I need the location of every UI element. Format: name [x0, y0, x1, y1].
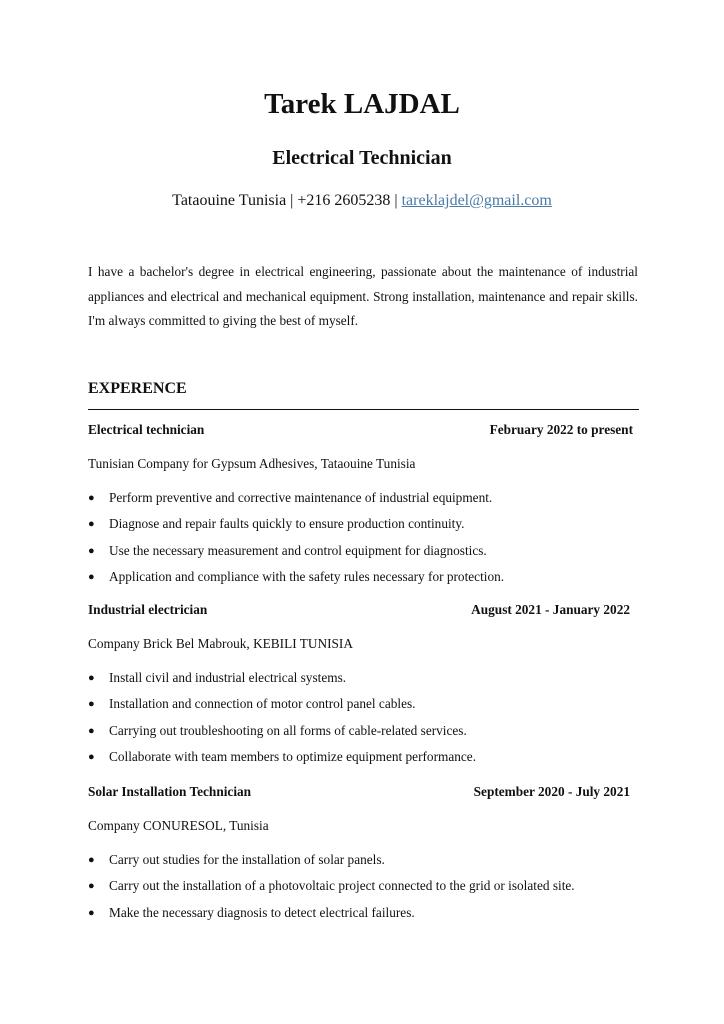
list-item [88, 876, 633, 896]
duty-text: Install civil and industrial electrical systems. [109, 670, 347, 685]
bullet-icon: ● [88, 880, 95, 893]
job-entry [88, 420, 633, 593]
bullet-icon: ● [88, 698, 95, 711]
company-name: Company CONURESOL, Tunisia [88, 818, 269, 833]
job-entry [88, 782, 633, 929]
list-item [88, 694, 633, 714]
list-item [88, 903, 633, 923]
company-name: Company Brick Bel Mabrouk, KEBILI TUNISIA [88, 636, 353, 651]
duty-text: Installation and connection of motor control panel cables. [109, 696, 416, 712]
candidate-name: Tarek LAJDAL [264, 88, 460, 120]
bullet-icon: ● [88, 724, 95, 737]
duty-list [88, 668, 633, 767]
job-dates: August 2021 - January 2022 [471, 602, 630, 617]
duty-text: Diagnose and repair faults quickly to ensure production continuity. [109, 516, 465, 532]
bullet-icon: ● [88, 518, 95, 531]
duty-text: Perform preventive and corrective maintenance of industrial equipment. [109, 490, 493, 505]
company-name: Tunisian Company for Gypsum Adhesives, Tataouine Tunisia [88, 456, 416, 471]
duty-text: Make the necessary diagnosis to detect electrical failures. [109, 904, 415, 920]
bullet-icon: ● [88, 854, 95, 866]
list-item [88, 668, 633, 688]
duty-text: Use the necessary measurement and control equipment for diagnostics. [109, 542, 487, 558]
list-item [88, 747, 633, 767]
job-title: Solar Installation Technician [88, 784, 252, 799]
experience-heading: EXPERENCE [88, 380, 187, 397]
job-role: Electrical Technician [272, 147, 452, 169]
email-link[interactable]: tareklajdel@gmail.com [401, 192, 552, 209]
section-divider [88, 409, 639, 410]
list-item [88, 850, 633, 870]
duty-text: Carrying out troubleshooting on all forms of cable-related services. [109, 722, 467, 738]
duty-text: Application and compliance with the safety rules necessary for protection. [109, 568, 505, 584]
list-item [88, 567, 633, 587]
profile-summary: I have a bachelor's degree in electrical engineering, passionate about the maintenance of industrial appliances and electrical and mechanical equipment. Strong installation, maintenance and repair skills. I'm always committed to giving the best of myself. [88, 264, 638, 328]
list-item [88, 488, 633, 508]
duty-text: Carry out the installation of a photovoltaic project connected to the grid or isolated site. [109, 878, 575, 894]
duty-text: Collaborate with team members to optimize equipment performance. [109, 748, 477, 764]
list-item [88, 541, 633, 561]
job-entry [88, 600, 633, 773]
contact-line [0, 190, 724, 212]
job-header [88, 782, 633, 802]
list-item [88, 721, 633, 741]
duty-list [88, 488, 633, 587]
job-dates: February 2022 to present [489, 422, 633, 437]
job-title: Electrical technician [88, 422, 205, 437]
job-dates: September 2020 - July 2021 [473, 784, 630, 799]
duty-list [88, 850, 633, 923]
bullet-icon: ● [88, 570, 95, 583]
job-title: Industrial electrician [88, 602, 208, 617]
bullet-icon: ● [88, 544, 95, 557]
list-item [88, 514, 633, 534]
job-header [88, 420, 633, 440]
contact-details: Tataouine Tunisia | +216 2605238 | [172, 192, 402, 209]
bullet-icon: ● [88, 672, 95, 684]
duty-text: Carry out studies for the installation of solar panels. [109, 852, 385, 867]
bullet-icon: ● [88, 750, 95, 763]
bullet-icon: ● [88, 492, 95, 504]
job-header [88, 600, 633, 620]
bullet-icon: ● [88, 906, 95, 919]
